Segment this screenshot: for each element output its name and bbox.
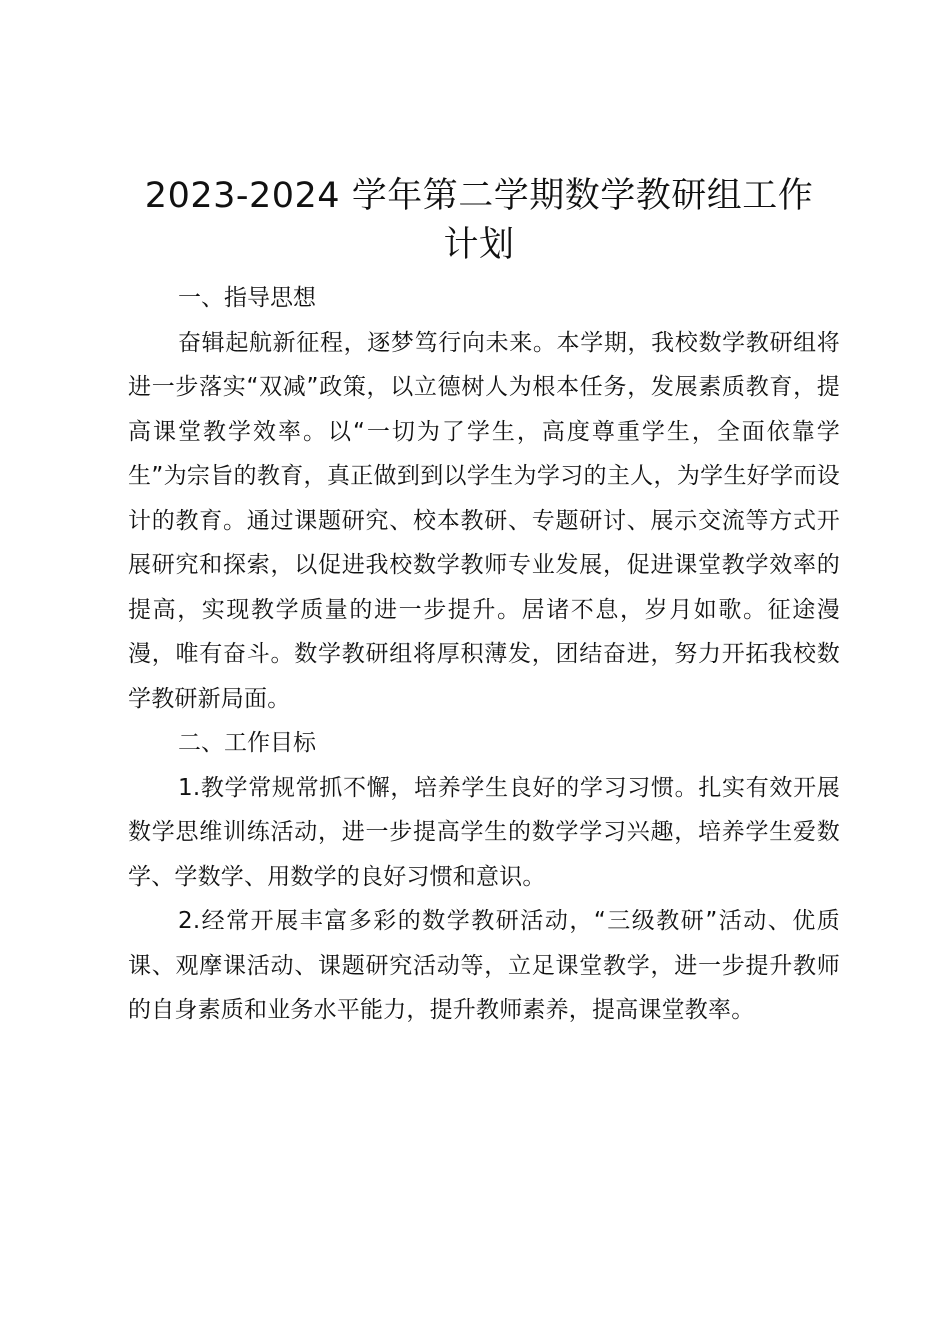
section-heading-guiding-ideology: 一、指导思想 [178,285,316,311]
document-body [128,276,840,1033]
section-heading-work-goals: 二、工作目标 [178,730,316,756]
paragraph-goal-2: 2.经常开展丰富多彩的数学教研活动，“三级教研”活动、优质课、观摩课活动、课题研究活动等，立足课堂教学，进一步提升教师的自身素质和业务水平能力，提升教师素养，提高课堂教率。 [128,908,840,1023]
paragraph-goal-1: 1.教学常规常抓不懈，培养学生良好的学习习惯。扎实有效开展数学思维训练活动，进一步提高学生的数学学习兴趣，培养学生爱数学、学数学、用数学的良好习惯和意识。 [128,774,840,890]
document-title: 2023-2024 学年第二学期数学教研组工作计划 [144,176,814,265]
paragraph-guiding-ideology: 奋辑起航新征程，逐梦笃行向未来。本学期，我校数学教研组将进一步落实“双减”政策，以立德树人为根本任务，发展素质教育，提高课堂教学效率。以“一切为了学生，高度尊重学生，全面依靠学生”为宗旨的教育，真正做到到以学生为学习的主人，为学生好学而设计的教育。通过课题研究、校本教研、专题研讨、展示交流等方式开展研究和探索，以促进我校数学教师专业发展，促进课堂教学效率的提高，实现教学质量的进一步提升。居诸不息，岁月如歌。征途漫漫，唯有奋斗。数学教研组将厚积薄发，团结奋进，努力开拓我校数学教研新局面。 [128,329,840,712]
